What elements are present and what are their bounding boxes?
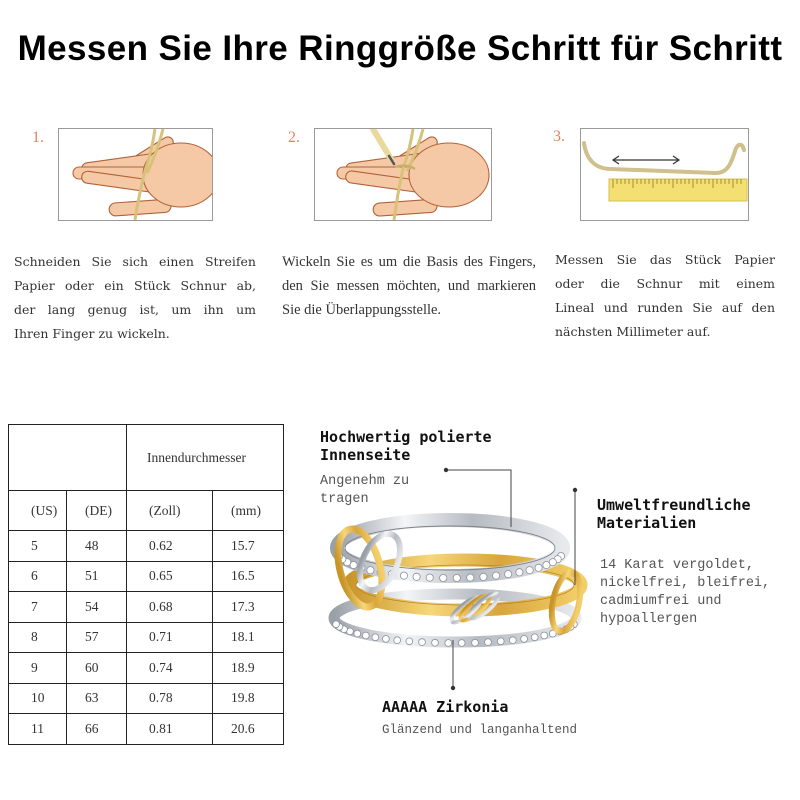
size-row (9, 622, 284, 653)
zirconia-stone (440, 574, 447, 581)
size-table-header-row (9, 491, 284, 531)
zirconia-stone (406, 638, 413, 645)
zirconia-stone (362, 632, 369, 639)
size-row (9, 714, 284, 745)
zirconia-stone (445, 640, 452, 647)
step-3-illustration (580, 128, 749, 221)
zirconia-stone (485, 639, 492, 646)
feature-material-desc-line: nickelfrei, bleifrei, (600, 576, 771, 591)
size-row (9, 561, 284, 592)
zirconia-stone (467, 574, 474, 581)
zirconia-stone (526, 567, 533, 574)
step-2-text (282, 250, 536, 322)
size-row (9, 683, 284, 714)
string-ruler-icon (581, 129, 748, 220)
zirconia-stone (458, 640, 465, 647)
size-row (9, 592, 284, 623)
zirconia-stone (400, 572, 407, 579)
step-number-1: 1. (32, 129, 44, 146)
size-cell-mm: 18.1 (213, 622, 284, 653)
size-cell-de: 66 (67, 714, 127, 745)
size-cell-zoll: 0.78 (127, 683, 213, 714)
size-cell-us: 7 (9, 592, 67, 623)
zirconia-stone (516, 569, 523, 576)
zirconia-stone (426, 574, 433, 581)
feature-inner-desc (320, 473, 409, 509)
step-2-illustration (314, 128, 492, 221)
step-2-line: Sie die Überlappungsstelle. (282, 302, 442, 318)
zirconia-stone (531, 634, 538, 641)
size-row (9, 531, 284, 562)
size-table (8, 424, 284, 745)
feature-material-title-line: Umweltfreundliche (597, 496, 751, 514)
feature-material-desc (600, 557, 770, 629)
size-cell-us: 5 (9, 531, 67, 562)
step-3-line: Lineal und runden Sie auf den (555, 300, 775, 315)
step-number-3: 3. (553, 128, 565, 145)
hand-wrap-mark-icon (315, 129, 491, 220)
size-cell-zoll: 0.65 (127, 561, 213, 592)
feature-material-desc-line: hypoallergen (600, 612, 698, 627)
step-1-line: Papier oder ein Stück Schnur ab, (14, 278, 256, 293)
feature-material-title (597, 496, 751, 532)
callout-dot (444, 468, 448, 472)
feature-zirconia-desc: Glänzend und langanhaltend (382, 723, 578, 737)
zirconia-stone (521, 636, 528, 643)
size-cell-mm: 19.8 (213, 683, 284, 714)
size-cell-de: 60 (67, 653, 127, 684)
hand-with-string-icon (59, 129, 212, 220)
step-3-line: oder die Schnur mit einem (555, 276, 775, 291)
feature-material-title-line: Materialien (597, 514, 697, 532)
zirconia-stone (394, 637, 401, 644)
step-3-text (555, 248, 775, 344)
callout-dot (451, 686, 455, 690)
size-cell-us: 9 (9, 653, 67, 684)
zirconia-stone (413, 573, 420, 580)
size-cell-zoll: 0.81 (127, 714, 213, 745)
size-cell-mm: 16.5 (213, 561, 284, 592)
feature-material-desc-line: cadmiumfrei und (600, 594, 722, 609)
size-cell-zoll: 0.68 (127, 592, 213, 623)
size-cell-mm: 18.9 (213, 653, 284, 684)
size-cell-mm: 15.7 (213, 531, 284, 562)
page-title: Messen Sie Ihre Ringgröße Schritt für Schritt (17, 29, 783, 68)
size-cell-us: 8 (9, 622, 67, 653)
feature-zirconia-title: AAAAA Zirkonia (382, 698, 509, 716)
size-cell-de: 51 (67, 561, 127, 592)
zirconia-stone (497, 638, 504, 645)
feature-inner-title-line: Innenseite (320, 446, 411, 464)
size-table-group-header: Innendurchmesser (127, 425, 284, 491)
zirconia-stone (480, 573, 487, 580)
size-cell-mm: 20.6 (213, 714, 284, 745)
size-row (9, 653, 284, 684)
step-1-illustration (58, 128, 213, 221)
zirconia-stone (419, 639, 426, 646)
size-table-group-row (9, 425, 284, 491)
zirconia-stone (367, 567, 374, 574)
size-table-empty-cell (9, 425, 127, 491)
zirconia-stone (543, 562, 550, 569)
zirconia-stone (453, 574, 460, 581)
zirconia-stone (541, 632, 548, 639)
size-cell-zoll: 0.74 (127, 653, 213, 684)
zirconia-stone (383, 636, 390, 643)
feature-inner-title-line: Hochwertig polierte (320, 428, 492, 446)
size-cell-zoll: 0.62 (127, 531, 213, 562)
column-header-us: (US) (9, 491, 67, 531)
size-cell-mm: 17.3 (213, 592, 284, 623)
feature-inner-desc-line: tragen (320, 492, 369, 507)
column-header-de: (DE) (67, 491, 127, 531)
zirconia-stone (333, 621, 340, 628)
size-cell-us: 11 (9, 714, 67, 745)
size-cell-de: 63 (67, 683, 127, 714)
step-1-line: Ihren Finger zu wickeln. (14, 326, 170, 341)
zirconia-stone (493, 572, 500, 579)
feature-inner-title (320, 428, 492, 464)
zirconia-stone (509, 637, 516, 644)
zirconia-stone (372, 634, 379, 641)
step-2-line: den Sie messen möchten, und markieren (282, 278, 536, 294)
step-1-line: der lang genug ist, um ihn um (14, 302, 256, 317)
step-3-line: nächsten Millimeter auf. (555, 324, 711, 339)
step-1-text (14, 250, 256, 346)
size-cell-de: 54 (67, 592, 127, 623)
zirconia-stone (354, 630, 361, 637)
column-header-mm: (mm) (213, 491, 284, 531)
zirconia-stone (535, 564, 542, 571)
feature-material-desc-line: 14 Karat vergoldet, (600, 558, 754, 573)
size-cell-zoll: 0.71 (127, 622, 213, 653)
size-cell-de: 57 (67, 622, 127, 653)
zirconia-stone (505, 571, 512, 578)
callout-dot (573, 488, 577, 492)
step-3-line: Messen Sie das Stück Papier (555, 252, 775, 267)
size-cell-de: 48 (67, 531, 127, 562)
column-header-zoll: (Zoll) (127, 491, 213, 531)
size-cell-us: 6 (9, 561, 67, 592)
zirconia-stone (472, 639, 479, 646)
zirconia-stone (432, 639, 439, 646)
step-1-line: Schneiden Sie sich einen Streifen (14, 254, 256, 269)
step-number-2: 2. (288, 129, 300, 146)
size-cell-us: 10 (9, 683, 67, 714)
step-2-line: Wickeln Sie es um die Basis des Fingers, (282, 254, 536, 270)
feature-inner-desc-line: Angenehm zu (320, 474, 410, 489)
